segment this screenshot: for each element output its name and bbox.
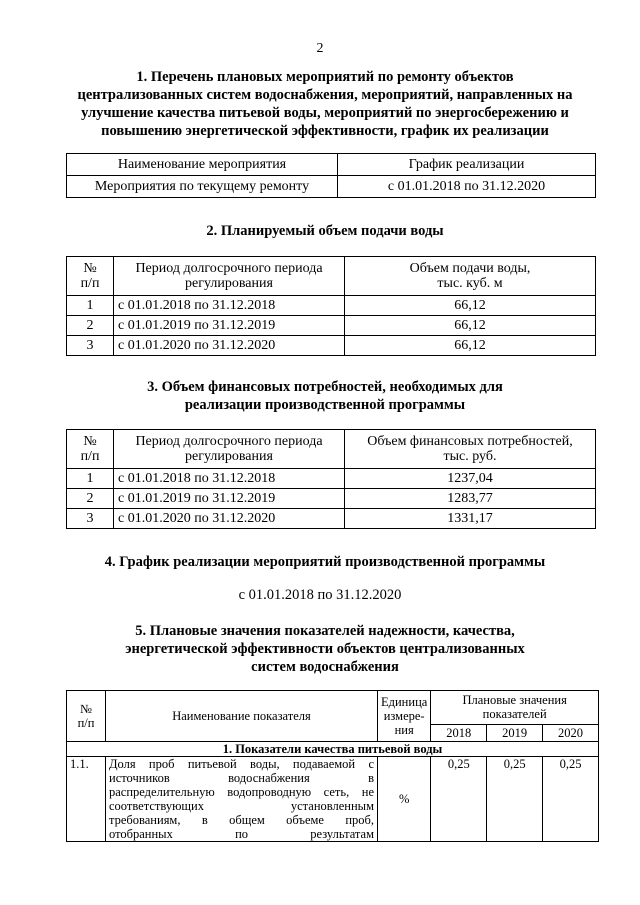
table-row (67, 509, 596, 529)
indicator-text-line: распределительную водопроводную сеть, не (109, 785, 374, 799)
table-header-row (67, 691, 599, 725)
section2-title (40, 222, 610, 240)
cell-number: 2 (67, 489, 114, 509)
cell-value-2018: 0,25 (431, 757, 487, 842)
cell-period: с 01.01.2020 по 31.12.2020 (114, 336, 345, 356)
cell-indicator-text (106, 757, 378, 842)
table-row (67, 316, 596, 336)
table-row (67, 489, 596, 509)
table-row (67, 296, 596, 316)
measures-table (66, 153, 596, 198)
table-row (67, 176, 596, 198)
section5-title (40, 622, 610, 676)
cell-number: 1 (67, 469, 114, 489)
financial-needs-table (66, 429, 596, 529)
cell-schedule: с 01.01.2018 по 31.12.2020 (338, 176, 596, 198)
cell-volume: 66,12 (345, 316, 596, 336)
header-measure-name: Наименование мероприятия (67, 154, 338, 176)
header-number-line: № (83, 261, 97, 276)
section5-title-line: систем водоснабжения (251, 659, 399, 675)
indicator-text-line: Доля проб питьевой воды, подаваемой с (109, 757, 374, 771)
cell-amount: 1237,04 (345, 469, 596, 489)
indicator-text-line: отобранных по результатам (109, 827, 374, 841)
header-number-line: № (80, 702, 92, 716)
section5-title-line: энергетической эффективности объектов централизованных (125, 641, 525, 657)
header-year: 2019 (487, 724, 543, 741)
section3-title-line: реализации производственной программы (184, 397, 466, 413)
header-volume-line: Объем подачи воды, (409, 261, 531, 276)
header-period-line: регулирования (185, 449, 273, 464)
header-period (114, 430, 345, 469)
header-period-line: регулирования (185, 276, 273, 291)
header-number-line: п/п (80, 449, 100, 464)
table-row (67, 336, 596, 356)
indicator-text-line: соответствующих установленным (109, 799, 374, 813)
cell-number: 3 (67, 509, 114, 529)
page-number: 2 (316, 41, 324, 56)
header-number-line: п/п (77, 716, 95, 730)
cell-period: с 01.01.2020 по 31.12.2020 (114, 509, 345, 529)
section1-title-line: 1. Перечень плановых мероприятий по ремонту объектов (136, 69, 514, 85)
cell-unit: % (378, 757, 431, 842)
indicator-text-line: источников водоснабжения в (109, 771, 374, 785)
header-planned-line: показателей (482, 707, 547, 722)
header-schedule: График реализации (338, 154, 596, 176)
header-number (67, 430, 114, 469)
header-planned-values (431, 691, 599, 725)
table-row (67, 757, 599, 842)
header-year: 2020 (543, 724, 599, 741)
header-unit-line: Единица (381, 695, 428, 709)
section4-title (40, 553, 610, 571)
cell-amount: 1331,17 (345, 509, 596, 529)
group-title: 1. Показатели качества питьевой воды (67, 742, 599, 757)
indicators-table (66, 690, 599, 842)
header-volume-line: тыс. куб. м (437, 276, 503, 291)
section3-title-line: 3. Объем финансовых потребностей, необходимых для (147, 379, 503, 395)
section5-title-line: 5. Плановые значения показателей надежности, качества, (135, 623, 515, 639)
section4-period: с 01.01.2018 по 31.12.2020 (238, 587, 402, 603)
table-header-row (67, 257, 596, 296)
cell-number: 1 (67, 296, 114, 316)
table-group-row (67, 742, 599, 757)
header-period-line: Период долгосрочного периода (135, 434, 323, 449)
header-number (67, 691, 106, 742)
table-header-row (67, 430, 596, 469)
cell-amount: 1283,77 (345, 489, 596, 509)
header-unit-line: измере- (383, 709, 425, 723)
section4-title-line: 4. График реализации мероприятий производственной программы (104, 554, 546, 570)
cell-period: с 01.01.2019 по 31.12.2019 (114, 316, 345, 336)
table-header-row (67, 154, 596, 176)
table-row (67, 469, 596, 489)
header-planned-line: Плановые значения (462, 693, 567, 708)
cell-number: 1.1. (67, 757, 106, 842)
cell-period: с 01.01.2018 по 31.12.2018 (114, 469, 345, 489)
header-number-line: п/п (80, 276, 100, 291)
cell-volume: 66,12 (345, 336, 596, 356)
header-indicator-name: Наименование показателя (106, 691, 378, 742)
header-period-line: Период долгосрочного периода (135, 261, 323, 276)
header-period (114, 257, 345, 296)
header-unit (378, 691, 431, 742)
cell-value-2020: 0,25 (543, 757, 599, 842)
section1-title-line: централизованных систем водоснабжения, мероприятий, направленных на (77, 87, 573, 103)
section1-title-line: улучшение качества питьевой воды, мероприятий по энергосбережению и (81, 105, 569, 121)
cell-period: с 01.01.2018 по 31.12.2018 (114, 296, 345, 316)
header-volume (345, 257, 596, 296)
header-financial-line: тыс. руб. (443, 449, 497, 464)
header-financial-line: Объем финансовых потребностей, (367, 434, 573, 449)
cell-number: 2 (67, 316, 114, 336)
indicator-text-line: требованиям, в общем объеме проб, (109, 813, 374, 827)
section2-title-line: 2. Планируемый объем подачи воды (206, 223, 444, 239)
header-number-line: № (83, 434, 97, 449)
cell-number: 3 (67, 336, 114, 356)
header-unit-line: ния (394, 723, 414, 737)
section1-title (40, 68, 610, 140)
cell-volume: 66,12 (345, 296, 596, 316)
water-supply-table (66, 256, 596, 356)
header-number (67, 257, 114, 296)
header-year: 2018 (431, 724, 487, 741)
cell-measure: Мероприятия по текущему ремонту (67, 176, 338, 198)
section3-title (40, 378, 610, 414)
header-financial-needs (345, 430, 596, 469)
section1-title-line: повышению энергетической эффективности, график их реализации (101, 123, 549, 139)
cell-value-2019: 0,25 (487, 757, 543, 842)
cell-period: с 01.01.2019 по 31.12.2019 (114, 489, 345, 509)
